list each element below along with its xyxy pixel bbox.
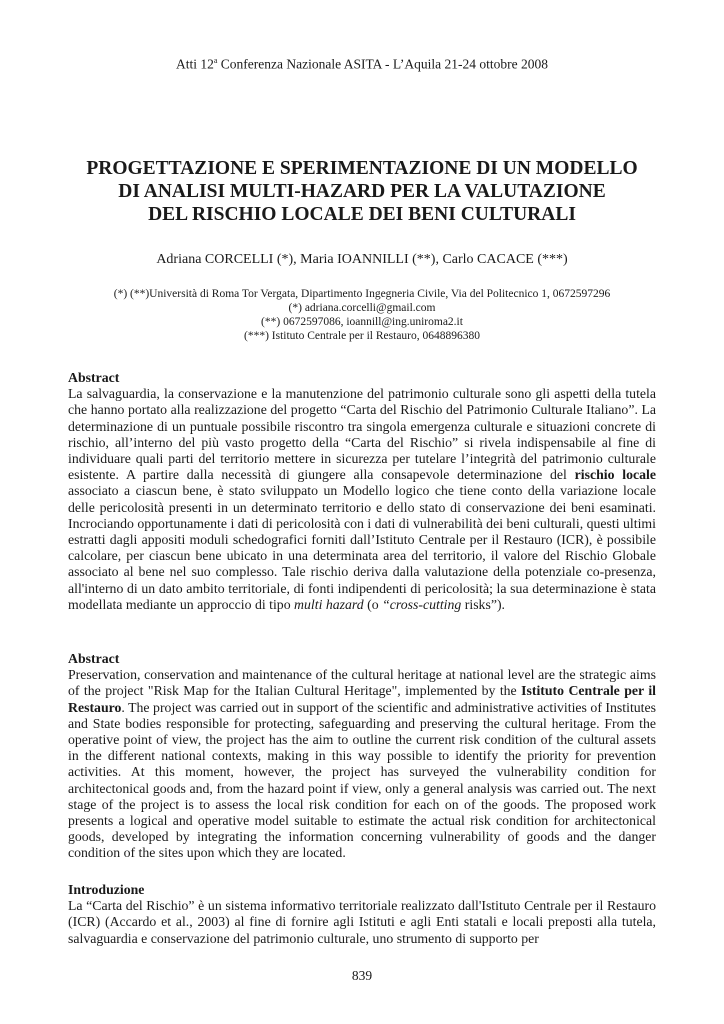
abstract-italian [68,370,656,613]
text-run: (o [363,596,383,612]
introduction-text: La “Carta del Rischio” è un sistema informativo territoriale realizzato dall'Istituto Centrale per il Restauro (ICR) (Accardo et al., 2003) al fine di fornire agli Istituti e agli Enti statali e locali preposti alla tutela, salvaguardia e conservazione del patrimonio culturale, uno strumento di supporto per [68,898,656,946]
affiliation-line: (**) 0672597086, ioannill@ing.uniroma2.it [261,316,463,328]
affiliation-line: (***) Istituto Centrale per il Restauro, 0648896380 [243,330,481,342]
italic-term: multi hazard [294,596,364,612]
running-header [0,56,724,73]
bold-term: rischio locale [574,467,657,483]
italic-term: “cross-cutting [382,596,462,612]
text-run: associato a ciascun bene, è stato sviluppato un Modello logico che tiene conto della variazione locale delle pericolosità presenti in un determinato territorio e dello stato di conservazione dei beni esaminati. Incrociando opportunamente i dati di pericolosità con i dati di vulnerabilità dei beni culturali, questi ultimi estratti dagli appositi moduli schedografici forniti dall’Istituto Centrale per il Restauro (ICR), è possibile calcolare, per ciascun bene ubicato in una determinata area del territorio, il valore del Rischio Globale associato al bene nel suo complesso. Tale rischio deriva dalla valutazione della potenziale co-presenza, all'interno di un dato ambito territoriale, di fonti indipendenti di pericolosità; la sua determinazione è stata modellata mediante un approccio di tipo [68,483,656,612]
section-heading: Abstract [68,651,120,666]
introduction [68,882,656,947]
text-run: risks”). [461,596,505,612]
text-run: La salvaguardia, la conservazione e la manutenzione del patrimonio culturale sono gli aspetti della tutela che hanno portato alla realizzazione del progetto “Carta del Rischio del Patrimonio Culturale Italiano”. La determinazione di un puntuale possibile riscontro tra singola emergenza culturale e situazioni concrete di rischio, all’interno del più vasto progetto della “Carta del Rischio” si rivela indispensabile al fine di individuare quali parti del territorio mettere in sicurezza per tutelare l’integrità del patrimonio culturale esistente. A partire dalla necessità di giungere alla consapevole determinazione del [68,386,656,483]
section-heading: Introduzione [68,882,145,897]
page-number: 839 [351,968,373,983]
affiliations [0,287,724,343]
title-line-1: PROGETTAZIONE E SPERIMENTAZIONE DI UN MODELLO [86,158,638,179]
bold-term: Istituto Centrale per il Restauro [68,683,656,715]
header-pre: Atti 12 [175,56,214,72]
paper-title [60,157,664,226]
abstract-italian-text [68,386,656,613]
header-post: Conferenza Nazionale ASITA - L’Aquila 21-24 ottobre 2008 [217,56,549,72]
title-line-3: DEL RISCHIO LOCALE DEI BENI CULTURALI [148,204,576,225]
section-heading: Abstract [68,370,120,385]
text-run: . The project was carried out in support of the scientific and administrative activities of Institutes and State bodies responsible for protecting, safeguarding and preserving the cultural heritage. From the operative point of view, the project has the aim to outline the current risk condition of the cultural assets in the different national contexts, making in this way possible to identify the priority for prevention activities. At this moment, however, the project has surveyed the vulnerability condition for architectonical goods and, from the hazard point if view, only a general analysis was carried out. The next stage of the project is to assess the local risk condition for each on of the goods. The proposed work presents a logical and operative model suitable to estimate the actual risk condition for architectonical goods, developed by integrating the information concerning vulnerability of goods and the danger condition of the sites upon which they are located. [68,699,656,861]
text-run: Preservation, conservation and maintenance of the cultural heritage at national level are the strategic aims of the project "Risk Map for the Italian Cultural Heritage", implemented by the [68,667,656,699]
abstract-english [68,651,656,862]
author-list: Adriana CORCELLI (*), Maria IOANNILLI (**), Carlo CACACE (***) [156,252,568,267]
affiliation-line: (*) (**)Università di Roma Tor Vergata, Dipartimento Ingegneria Civile, Via del Politecnico 1, 0672597296 [113,288,611,300]
title-line-2: DI ANALISI MULTI-HAZARD PER LA VALUTAZIONE [118,181,606,202]
header-sup: a [213,56,218,65]
affiliation-line: (*) adriana.corcelli@gmail.com [288,302,436,314]
abstract-english-text [68,667,656,861]
